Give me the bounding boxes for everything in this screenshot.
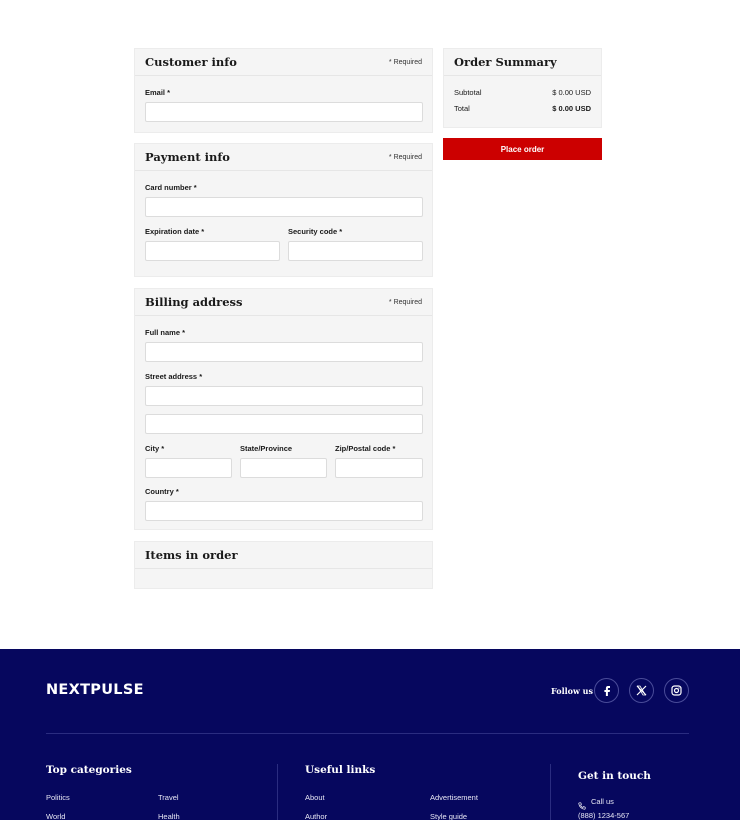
state-province-label: State/Province: [240, 444, 293, 453]
items-in-order-panel: [134, 541, 433, 589]
billing-address-title: Billing address: [145, 295, 243, 309]
phone-glyph: [578, 802, 586, 810]
zip-postal-code-label: Zip/Postal code *: [335, 444, 396, 453]
full-name-input[interactable]: [145, 342, 423, 362]
items-in-order-header: [135, 542, 432, 569]
expiration-date-label: Expiration date *: [145, 227, 205, 236]
category-link-politics[interactable]: Politics: [46, 793, 70, 802]
footer-column-divider: [550, 764, 551, 820]
customer-info-header: [135, 49, 432, 76]
required-note: * Required: [388, 154, 422, 161]
street-address-label: Street address *: [145, 372, 203, 381]
subtotal-label: Subtotal: [454, 88, 482, 97]
billing-address-header: [135, 289, 432, 316]
instagram-glyph: [671, 685, 682, 696]
footer-column-divider: [277, 764, 278, 820]
footer-divider: [46, 733, 689, 734]
call-us-label: Call us: [591, 797, 614, 806]
city-label: City *: [145, 444, 165, 453]
total-value: $ 0.00 USD: [552, 104, 591, 113]
street-address-line2-input[interactable]: [145, 414, 423, 434]
street-address-line1-input[interactable]: [145, 386, 423, 406]
category-link-health[interactable]: Health: [158, 812, 180, 820]
order-summary-panel: [443, 48, 602, 128]
security-code-input[interactable]: [288, 241, 423, 261]
get-in-touch-title: Get in touch: [578, 770, 651, 782]
city-input[interactable]: [145, 458, 232, 478]
security-code-label: Security code *: [288, 227, 343, 236]
useful-link-about[interactable]: About: [305, 793, 325, 802]
site-footer: [0, 649, 740, 820]
required-note: * Required: [388, 59, 422, 66]
full-name-label: Full name *: [145, 328, 186, 337]
useful-link-style-guide[interactable]: Style guide: [430, 812, 468, 820]
phone-number-link[interactable]: (888) 1234-567: [578, 811, 630, 820]
category-link-travel[interactable]: Travel: [158, 793, 179, 802]
useful-link-author[interactable]: Author: [305, 812, 328, 820]
useful-link-advertisement[interactable]: Advertisement: [430, 793, 478, 802]
subtotal-value: $ 0.00 USD: [552, 88, 591, 97]
facebook-icon[interactable]: [594, 678, 619, 703]
payment-info-panel: [134, 143, 433, 277]
order-summary-title: Order Summary: [454, 55, 557, 69]
state-province-input[interactable]: [240, 458, 327, 478]
country-input[interactable]: [145, 501, 423, 521]
order-summary-header: [444, 49, 601, 76]
facebook-glyph: [602, 685, 612, 696]
payment-info-header: [135, 144, 432, 171]
email-label: Email *: [145, 88, 171, 97]
nextpulse-logo[interactable]: NEXTPULSE: [46, 682, 144, 698]
category-link-world[interactable]: World: [46, 812, 66, 820]
card-number-label: Card number *: [145, 183, 197, 192]
items-in-order-title: Items in order: [145, 548, 238, 562]
place-order-button[interactable]: Place order: [443, 138, 602, 160]
customer-info-panel: [134, 48, 433, 133]
x-twitter-icon[interactable]: [629, 678, 654, 703]
zip-postal-code-input[interactable]: [335, 458, 423, 478]
top-categories-title: Top categories: [46, 764, 132, 776]
instagram-icon[interactable]: [664, 678, 689, 703]
required-note: * Required: [388, 299, 422, 306]
total-label: Total: [454, 104, 470, 113]
useful-links-title: Useful links: [305, 764, 376, 776]
email-input[interactable]: [145, 102, 423, 122]
expiration-date-input[interactable]: [145, 241, 280, 261]
payment-info-title: Payment info: [145, 150, 230, 164]
x-glyph: [636, 685, 647, 696]
billing-address-panel: [134, 288, 433, 530]
country-label: Country *: [145, 487, 179, 496]
follow-us-label: Follow us: [551, 686, 593, 696]
customer-info-title: Customer info: [145, 55, 237, 69]
card-number-input[interactable]: [145, 197, 423, 217]
